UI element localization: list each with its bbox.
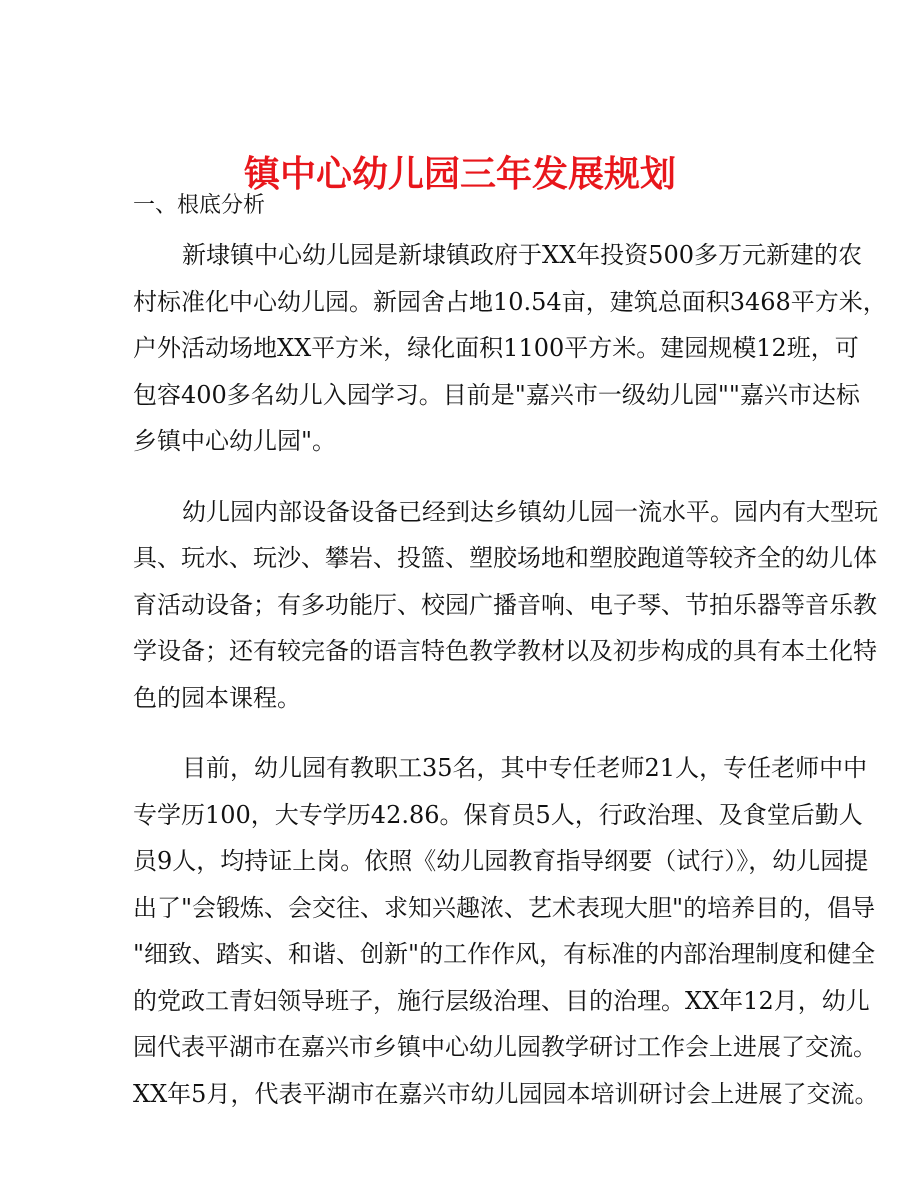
text-line: 出了"会锻炼、会交往、求知兴趣浓、艺术表现大胆"的培养目的，倡导 — [133, 893, 876, 922]
text-line: 学设备；还有较完备的语言特色教学教材以及初步构成的具有本土化特 — [133, 637, 877, 665]
text-line: 育活动设备；有多功能厅、校园广播音响、电子琴、节拍乐器等音乐教 — [133, 590, 877, 619]
text-line: 员9人，均持证上岗。依照《幼儿园教育指导纲要（试行）》，幼儿园提 — [133, 847, 869, 875]
document-body — [133, 186, 887, 1141]
text-line: 目前，幼儿园有教职工35名，其中专任老师21人，专任老师中中 — [182, 754, 868, 782]
text-line: 包容400多名幼儿入园学习。目前是"嘉兴市一级幼儿园""嘉兴市达标 — [133, 380, 860, 409]
text-line: 具、玩水、玩沙、攀岩、投篮、塑胶场地和塑胶跑道等较齐全的幼儿体 — [133, 544, 877, 572]
text-line: 乡镇中心幼儿园"。 — [133, 427, 337, 455]
text-line: "细致、踏实、和谐、创新"的工作作风，有标准的内部治理制度和健全 — [133, 940, 876, 968]
paragraph — [133, 745, 879, 1117]
text-line: XX年5月，代表平湖市在嘉兴市幼儿园园本培训研讨会上进展了交流。 — [133, 1079, 879, 1108]
paragraph — [133, 232, 887, 465]
document-title: 镇中心幼儿园三年发展规划 — [243, 154, 676, 196]
paragraphs — [133, 232, 887, 1117]
text-line: 园代表平湖市在嘉兴市乡镇中心幼儿园教学研讨工作会上进展了交流。 — [133, 1033, 877, 1061]
text-line: 专学历100，大专学历42.86。保育员5人，行政治理、及食堂后勤人 — [133, 800, 863, 829]
text-line: 户外活动场地XX平方米，绿化面积1100平方米。建园规模12班，可 — [133, 334, 859, 362]
text-line: 村标准化中心幼儿园。新园舍占地10.54亩，建筑总面积3468平方米， — [133, 287, 887, 316]
text-line: 的党政工青妇领导班子，施行层级治理、目的治理。XX年12月，幼儿 — [133, 986, 870, 1015]
text-line: 色的园本课程。 — [133, 683, 301, 712]
paragraph — [133, 489, 878, 722]
section-heading: 一、根底分析 — [133, 193, 266, 218]
text-line: 幼儿园内部设备设备已经到达乡镇幼儿园一流水平。园内有大型玩 — [182, 497, 878, 526]
text-line: 新埭镇中心幼儿园是新埭镇政府于XX年投资500多万元新建的农 — [182, 241, 862, 269]
